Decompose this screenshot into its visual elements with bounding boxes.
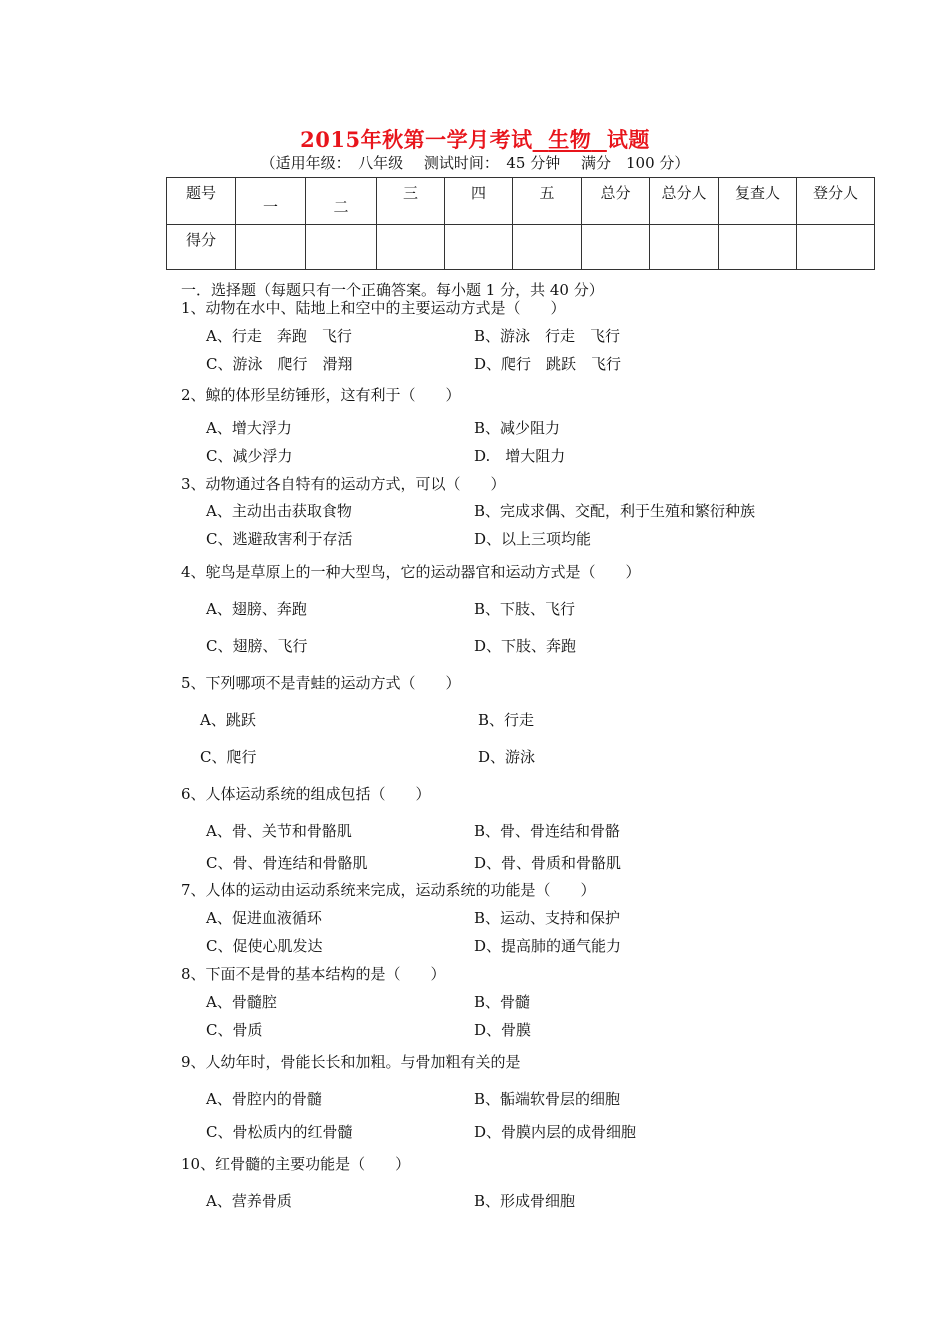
option-b: B、游泳 行走 飞行 <box>474 327 621 345</box>
score-cell[interactable] <box>236 225 306 270</box>
header-cell: 总分人 <box>650 178 719 225</box>
question-7: 7、人体的运动由运动系统来完成，运动系统的功能是（ ） <box>181 881 596 899</box>
title-part2: 试题 <box>606 127 650 152</box>
title-subject: 生物 <box>548 127 592 152</box>
option-b: B、骺端软骨层的细胞 <box>474 1090 621 1108</box>
option-d: D、下肢、奔跑 <box>474 637 577 655</box>
question-4: 4、鸵鸟是草原上的一种大型鸟，它的运动器官和运动方式是（ ） <box>181 563 641 581</box>
option-a: A、增大浮力 <box>206 419 292 437</box>
score-table-header-row <box>167 178 875 225</box>
score-cell[interactable] <box>445 225 513 270</box>
header-cell: 四 <box>445 178 513 225</box>
exam-info <box>0 152 950 173</box>
header-cell: 三 <box>377 178 445 225</box>
option-b: B、形成骨细胞 <box>474 1192 576 1210</box>
option-a: A、营养骨质 <box>206 1192 292 1210</box>
option-b: B、骨髓 <box>474 993 531 1011</box>
question-8: 8、下面不是骨的基本结构的是（ ） <box>181 965 446 983</box>
option-c: C、逃避敌害利于存活 <box>206 530 353 548</box>
score-cell[interactable] <box>719 225 797 270</box>
question-10: 10、红骨髓的主要功能是（ ） <box>181 1155 411 1173</box>
option-a: A、行走 奔跑 飞行 <box>206 327 352 345</box>
score-table-score-row <box>167 225 875 270</box>
option-d: D、提高肺的通气能力 <box>474 937 622 955</box>
exam-title <box>0 124 950 154</box>
option-b: B、行走 <box>478 711 535 729</box>
option-b: B、运动、支持和保护 <box>474 909 621 927</box>
grade-info: （适用年级： 八年级 <box>260 154 404 172</box>
option-c: C、促使心肌发达 <box>206 937 323 955</box>
option-a: A、骨腔内的骨髓 <box>206 1090 322 1108</box>
header-cell: 题号 <box>167 178 236 225</box>
option-d: D、骨膜内层的成骨细胞 <box>474 1123 637 1141</box>
option-d: D、骨膜 <box>474 1021 532 1039</box>
option-d: D、爬行 跳跃 飞行 <box>474 355 622 373</box>
option-c: C、游泳 爬行 滑翔 <box>206 355 353 373</box>
score-cell[interactable] <box>650 225 719 270</box>
score-cell[interactable] <box>513 225 582 270</box>
score-row-label: 得分 <box>167 225 236 270</box>
question-6: 6、人体运动系统的组成包括（ ） <box>181 785 431 803</box>
question-3: 3、动物通过各自特有的运动方式，可以（ ） <box>181 475 506 493</box>
question-2: 2、鲸的体形呈纺锤形，这有利于（ ） <box>181 386 461 404</box>
option-a: A、骨髓腔 <box>206 993 277 1011</box>
option-a: A、骨、关节和骨骼肌 <box>206 822 352 840</box>
header-cell: 总分 <box>582 178 650 225</box>
title-part1: 2015年秋第一学月考试 <box>300 127 533 152</box>
full-score-info: 满分 100 分） <box>581 154 690 172</box>
option-a: A、促进血液循环 <box>206 909 322 927</box>
option-a: A、跳跃 <box>200 711 256 729</box>
option-c: C、爬行 <box>200 748 257 766</box>
score-table <box>166 177 875 270</box>
question-9: 9、人幼年时，骨能长长和加粗。与骨加粗有关的是 <box>181 1053 521 1071</box>
header-cell: 登分人 <box>797 178 875 225</box>
option-c: C、翅膀、飞行 <box>206 637 308 655</box>
question-5: 5、下列哪项不是青蛙的运动方式（ ） <box>181 674 461 692</box>
score-cell[interactable] <box>797 225 875 270</box>
option-c: C、骨、骨连结和骨骼肌 <box>206 854 368 872</box>
header-cell: 复查人 <box>719 178 797 225</box>
option-d: D、以上三项均能 <box>474 530 592 548</box>
section-heading: 一．选择题（每题只有一个正确答案。每小题 1 分，共 40 分） <box>181 281 604 299</box>
option-a: A、翅膀、奔跑 <box>206 600 307 618</box>
header-cell: 一 <box>236 178 306 225</box>
option-c: C、减少浮力 <box>206 447 293 465</box>
option-b: B、骨、骨连结和骨骼 <box>474 822 621 840</box>
option-b: B、完成求偶、交配，利于生殖和繁衍种族 <box>474 502 756 520</box>
option-d: D、游泳 <box>478 748 536 766</box>
option-b: B、下肢、飞行 <box>474 600 576 618</box>
option-d: D. 增大阻力 <box>474 447 566 465</box>
score-cell[interactable] <box>306 225 377 270</box>
header-cell: 五 <box>513 178 582 225</box>
option-b: B、减少阻力 <box>474 419 561 437</box>
option-c: C、骨质 <box>206 1021 263 1039</box>
score-cell[interactable] <box>582 225 650 270</box>
option-c: C、骨松质内的红骨髓 <box>206 1123 353 1141</box>
option-d: D、骨、骨质和骨骼肌 <box>474 854 622 872</box>
time-info: 测试时间： 45 分钟 <box>423 154 561 172</box>
score-cell[interactable] <box>377 225 445 270</box>
header-cell: 二 <box>306 178 377 225</box>
question-1: 1、动物在水中、陆地上和空中的主要运动方式是（ ） <box>181 299 566 317</box>
option-a: A、主动出击获取食物 <box>206 502 352 520</box>
